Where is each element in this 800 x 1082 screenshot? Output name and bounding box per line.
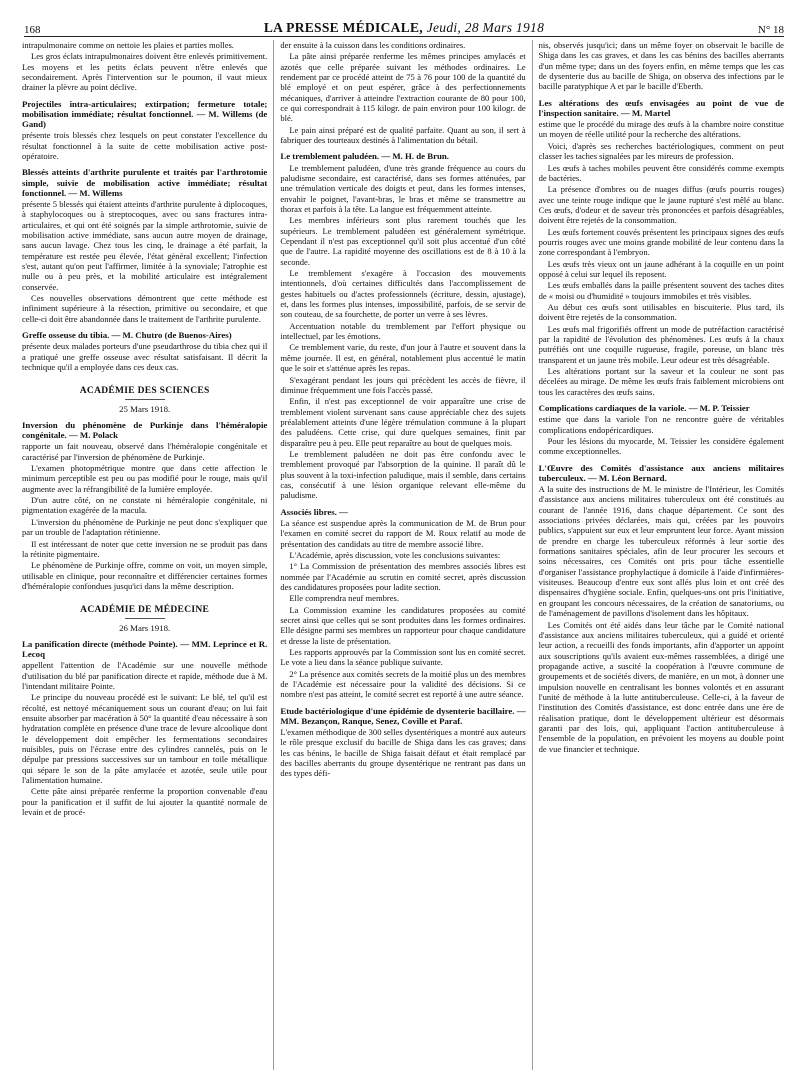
section-title: ACADÉMIE DE MÉDECINE	[80, 605, 210, 616]
paragraph: Accentuation notable du tremblement par l'effort physique ou intellectuel, par les émotions.	[280, 320, 526, 342]
paragraph: rapporte un fait nouveau, observé dans l'héméralopie congénitale et caractérisé par l'inversion de phénomène de Purkinje.	[22, 441, 268, 462]
page-number: 168	[24, 24, 41, 36]
journal-name: LA PRESSE MÉDICALE,	[263, 20, 423, 35]
paragraph: présente trois blessés chez lesquels on peut constater l'excellence du résultat fonctionnel à la suite de cette mobilisation active post-opératoire.	[22, 130, 268, 162]
section-rule	[125, 399, 165, 400]
paragraph: présente 5 blessés qui étaient atteints d'arthrite purulente à diplocoques, à staphylocoques ou à streptocoques, avec ou sans fractures intra-articulaires, et qui ont été soignés par la simple arthrotomie, suivie de mobilisation active immédiate, sans aucun autre moyen de drainage, sans aucun lavage. Chez tous les cinq, le drainage a été parfait, la température est restée peu élevée, l'état général excellent; l'infection s'est, autant qu'on peut l'affirmer, limitée à la synoviale; l'atrophie est nulle ou à peu près, et la mobilité articulaire est intégralement conservée.	[22, 198, 268, 292]
session-date: 26 Mars 1918.	[119, 622, 171, 633]
paragraph: Les gros éclats intrapulmonaires doivent être enlevés primitivement. Les moyens et les petits éclats peuvent n'être enlevés que secondairement. Après l'intervention sur le poumon, il vaut mieux drainer la plèvre au point déclive.	[22, 51, 268, 93]
paragraph: La présence d'ombres ou de nuages diffus (œufs pourris rouges) avec une teinte rouge indique que le jaune rupturé s'est mêlé au blanc. Ces œufs, d'odeur et de saveur très prononcées et parfois désagréables, doivent être rejetés de la consommation.	[538, 184, 784, 226]
paragraph: La séance est suspendue après la communication de M. de Brun pour l'examen en comité secret du rapport de M. Roux relatif au mode de présentation des candidats au titre de membre associé libre.	[280, 517, 526, 549]
paragraph: Le phénomène de Purkinje offre, comme on voit, un moyen simple, utilisable en clinique, pour reconnaître et différencier certaines formes d'héméralopie confondues jusqu'ici dans la même description.	[22, 560, 268, 591]
paragraph: Pour les lésions du myocarde, M. Teissier les considère également comme exceptionnelles.	[538, 435, 784, 457]
paragraph: Les altérations portant sur la saveur et la couleur ne sont pas décelées au mirage. De même les œufs frais faiblement microbiens ont tous les caractères des œufs sains.	[538, 366, 784, 397]
paragraph: Les rapports approuvés par la Commission sont lus en comité secret. Le vote a lieu dans la séance publique suivante.	[280, 646, 526, 668]
article-heading: Complications cardiaques de la variole. — M. P. Teissier	[538, 403, 750, 414]
paragraph: La pâte ainsi préparée renferme les mêmes principes amylacés et azotés que celle préparée suivant les méthodes ordinaires. Le rendement par ce procédé atteint de 75 à 76 pour 100 de la quantité du blé employé et on peut espérer, grâce à des perfectionnements mécaniques, d'arriver à atteindre l'extraction courante de 80 pour 100, ce qui correspondrait à 115 kilogr. de pain environ pour 100 kilogr. de blé.	[280, 51, 526, 124]
article-heading: Etude bactériologique d'une épidémie de dysenterie bacillaire. — MM. Bezançon, Ranque, Senez, Coville et Paraf.	[280, 705, 526, 726]
paragraph: Ce tremblement varie, du reste, d'un jour à l'autre et souvent dans la même journée. Il est, en général, notablement plus accentué le matin que le soir et s'atténue après les repas.	[280, 342, 526, 374]
paragraph: Les œufs très vieux ont un jaune adhérant à la coquille en un point opposé à celui sur lequel ils reposent.	[538, 258, 784, 279]
paragraph: S'exagérant pendant les jours qui précèdent les accès de fièvre, il diminue fréquemment une fois l'accès passé.	[280, 374, 526, 395]
paragraph: nis, observés jusqu'ici; dans un même foyer on observait le bacille de Shiga dans les cas graves, et dans les cas bénins des bacilles aberrants d'un même type; dans un des foyers enfin, en même temps que les cas de dysenterie dus au bacille de Shiga, on observa des infections par le bacille paratyphique A et par le bacille d'Eberth.	[538, 40, 784, 92]
article-heading: Associés libres. —	[280, 506, 348, 517]
paragraph: L'inversion du phénomène de Purkinje ne peut donc s'expliquer que par un trouble de l'adaptation rétinienne.	[22, 516, 268, 538]
paragraph: 2° La présence aux comités secrets de la moitié plus un des membres de l'Académie est nécessaire pour la validité des décisions. Si ce nombre n'est pas atteint, le comité secret est reporté à une autre séance.	[280, 668, 526, 700]
paragraph: Le tremblement paludéen, d'une très grande fréquence au cours du paludisme secondaire, est caractérisé, dans ses formes atténuées, par une trémulation verticale des doigts et peut, dans les formes intenses, envahir le poignet, l'avant-bras, le bras et même se transmettre au thorax et parfois à la tête. La langue est fréquemment atteinte.	[280, 162, 526, 215]
column-right	[532, 40, 784, 1070]
paragraph: Les œufs emballés dans la paille présentent souvent des taches dites de « moisi ou d'humidité » toujours immobiles et très visibles.	[538, 280, 784, 301]
paragraph: Le tremblement paludéen ne doit pas être confondu avec le tremblement provoqué par l'absorption de la quinine. Il paraît dû le plus souvent à la toxi-infection paludique, mais il semble, dans certains cas, consécutif à une lésion organique relevant elle-même du paludisme.	[280, 448, 526, 501]
paragraph: L'examen méthodique de 300 selles dysentériques a montré aux auteurs le rôle presque exclusif du bacille de Shiga dans les cas graves; dans les cas bénins, le bacille de Shiga faisait défaut et était remplacé par des bacilles aberrants du groupe dysentérique ne rentrant pas dans un des types défi-	[280, 727, 526, 779]
paragraph: Enfin, il n'est pas exceptionnel de voir apparaître une crise de tremblement violent survenant sans cause appréciable chez des sujets préalablement atteints d'une légère trémulation commune à la plupart des paludéens. Cette crise, qui dure quelques semaines, finit par disparaître peu à peu. Elle peut reparaître au bout de quelques mois.	[280, 396, 526, 448]
paragraph: Les membres inférieurs sont plus rarement touchés que les supérieurs. Le tremblement paludéen est généralement symétrique. Cependant il n'est pas exceptionnel qu'il soit plus accentué d'un côté que de l'autre. La rapidité moyenne des oscillations est de 8 à 10 à la seconde.	[280, 215, 526, 267]
article-heading: Projectiles intra-articulaires; extirpation; fermeture totale; mobilisation immédiate; résultat fonctionnel. — M. Willems (de Gand)	[22, 98, 268, 130]
paragraph: D'un autre côté, on ne constate ni héméralopie congénitale, ni pigmentation exagérée de la macula.	[22, 495, 268, 516]
article-heading: Les altérations des œufs envisagées au point de vue de l'inspection sanitaire. — M. Martel	[538, 97, 784, 118]
paragraph: Cette pâte ainsi préparée renferme la proportion convenable d'eau pour la panification et il suffit de lui ajouter la quantité normale de levain et de procé-	[22, 786, 268, 818]
paragraph: estime que le procédé du mirage des œufs à la chambre noire constitue un moyen de réelle utilité pour la recherche des altérations.	[538, 119, 784, 140]
paragraph: Voici, d'après ses recherches bactériologiques, comment on peut classer les taches signalées par les mireurs de profession.	[538, 140, 784, 162]
article-heading: Inversion du phénomène de Purkinje dans l'héméralopie congénitale. — M. Polack	[22, 420, 268, 441]
article-heading: Le tremblement paludéen. — M. H. de Brun.	[280, 151, 450, 162]
journal-title	[84, 20, 724, 36]
article-heading: La panification directe (méthode Pointe). — MM. Leprince et R. Lecoq	[22, 638, 268, 660]
article-heading: Greffe osseuse du tibia. — M. Chutro (de Buenos-Aires)	[22, 330, 232, 341]
page-header	[24, 14, 784, 37]
section-rule	[125, 618, 165, 619]
paragraph: appellent l'attention de l'Académie sur une nouvelle méthode d'utilisation du blé par panification directe et rapide, méthode due à M. l'intendant militaire Pointe.	[22, 660, 268, 692]
article-columns	[22, 40, 784, 1070]
paragraph: Le tremblement s'exagère à l'occasion des mouvements intentionnels, d'où certaines difficultés dans l'accomplissement de gestes habituels ou d'actes professionnels (écriture, dessin, ajustage), et, dans les formes plus intenses, impossibilité, parfois, de se servir de son couteau, de sa fourchette, de porter un verre à ses lèvres.	[280, 268, 526, 320]
paragraph: Il est intéressant de noter que cette inversion ne se produit pas dans la rétinite pigmentaire.	[22, 538, 268, 559]
paragraph: Le pain ainsi préparé est de qualité parfaite. Quant au son, il sert à fabriquer des tourteaux destinés à l'alimentation du bétail.	[280, 124, 526, 146]
paragraph: Les œufs à taches mobiles peuvent être considérés comme exempts de bactéries.	[538, 162, 784, 183]
section-title: ACADÉMIE DES SCIENCES	[79, 386, 210, 397]
paragraph: Le principe du nouveau procédé est le suivant: Le blé, tel qu'il est récolté, est nettoyé mécaniquement sous un courant d'eau; on lui fait ensuite absorber par macération à 50° la quantité d'eau nécessaire à son hydratation complète en présence d'une trace de levure alcoolique dont le développement doit empêcher les fermentations secondaires nuisibles, puis on l'écrase entre des cylindres cannelés, puis on le dépulpe par pressions successives sur un tambour en toile métallique qui sépare le son de la pâte amylacée et azotée, seule utile pour l'alimentation humaine.	[22, 692, 268, 786]
issue-number: N° 18	[757, 24, 784, 36]
paragraph: Les œufs mal frigorifiés offrent un mode de putréfaction caractérisé par la rapidité de l'évolution des phénomènes. Les œufs à la chaux putréfiés ont une coquille rugueuse, fragile, poreuse, un blanc très transparent et un jaune très mobile. Leur odeur est très désagréable.	[538, 323, 784, 365]
paragraph: intrapulmonaire comme on nettoie les plaies et parties molles.	[22, 40, 234, 50]
article-heading: L'Œuvre des Comités d'assistance aux anciens militaires tuberculeux. — M. Léon Bernard.	[538, 462, 784, 483]
paragraph: 1° La Commission de présentation des membres associés libres est nommée par l'Académie au scrutin en comité secret, après discussion des candidatures proposées pour ladite section.	[280, 561, 526, 592]
paragraph: L'Académie, après discussion, vote les conclusions suivantes:	[289, 549, 501, 560]
session-date: 25 Mars 1918.	[119, 403, 171, 414]
paragraph: Ces nouvelles observations démontrent que cette méthode est infiniment supérieure à la résection, primitive ou secondaire, et que celle-ci doit être abandonnée dans le traitement de l'arthrite purulente.	[22, 293, 268, 324]
column-middle	[273, 40, 525, 1070]
paragraph: Au début ces œufs sont utilisables en biscuiterie. Plus tard, ils doivent être rejetés de la consommation.	[538, 301, 784, 323]
paragraph: A la suite des instructions de M. le ministre de l'Intérieur, les Comités d'assistance aux anciens militaires tuberculeux ont été constitués au courant de l'année 1916, dans chaque département. Ce sont des associations privées déclarées, mais qui, créées par les pouvoirs publics, s'appuient sur eux et leur empruntent leur force. Ayant mission de prendre en charge les tuberculeux réformés à leur sortie des formations sanitaires spéciales, afin de leur procurer les secours et soins nécessaires, ces Comités ont pris pour tâche essentielle d'organiser l'assistance prophylactique à domicile à l'aide d'infirmières-visiteuses. Beaucoup d'entre eux sont allés plus loin et ont créé des dispensaires d'hygiène sociale. Enfin, quelques-uns ont pris l'initiative, en groupant les concours nécessaires, de la création de sanatoriums, ou de l'aménagement de pavillons d'isolement dans les hôpitaux.	[538, 484, 784, 619]
paragraph: Elle comprendra neuf membres.	[289, 593, 399, 604]
paragraph: estime que dans la variole l'on ne rencontre guère de véritables complications endopéricardiques.	[538, 414, 784, 435]
column-left	[22, 40, 267, 1070]
paragraph: Les Comités ont été aidés dans leur tâche par le Comité national d'assistance aux anciens militaires tuberculeux, qui a guidé et orienté leur action, a recueilli des fonds importants, afin d'apporter un appoint aux souscriptions qu'ils avaient eux-mêmes rassemblées, a dirigé une propagande active, a suscité la coopération à l'œuvre commune de groupements et de sociétés divers, de manière, en un mot, à donner une impulsion nouvelle en centralisant les bonnes volontés et en assurant l'unité de méthode à la lutte antituberculeuse. Celle-ci, à la faveur de l'institution des Comités d'assistance, est donc entrée dans une ère de réalisation pratique, dont le développement ultérieur est désormais garanti par des lois, qui, appliquant l'action antituberculeuse à l'ensemble de la population, en prévoient les moyens au double point de vue financier et technique.	[538, 619, 784, 754]
paragraph: der ensuite à la cuisson dans les conditions ordinaires.	[280, 40, 466, 50]
paragraph: L'examen photopmétrique montre que dans cette affection le minimum perceptible est peu ou pas modifié pour le rouge, mais qu'il augmente avec la réfrangibilité de la lumière employée.	[22, 463, 268, 494]
paragraph: présente deux malades porteurs d'une pseudarthrose du tibia chez qui il a pratiqué une greffe osseuse avec résultat satisfaisant. Il décrit la technique qu'il a employée dans ces deux cas.	[22, 341, 268, 372]
paragraph: La Commission examine les candidatures proposées au comité secret ainsi que celles qui se sont produites dans les formes ordinaires. Elle désigne parmi ses membres un rapporteur pour chaque candidature et dresse la liste de présentation.	[280, 604, 526, 646]
article-heading: Blessés atteints d'arthrite purulente et traités par l'arthrotomie simple, suivie de mobilisation active immédiate; résultat fonctionnel. — M. Willems	[22, 167, 268, 198]
issue-date: Jeudi, 28 Mars 1918	[426, 20, 545, 35]
paragraph: Les œufs fortement couvés présentent les principaux signes des œufs pourris rouges avec une moins grande mobilité de leur contenu dans la zone correspondant à l'embryon.	[538, 226, 784, 258]
